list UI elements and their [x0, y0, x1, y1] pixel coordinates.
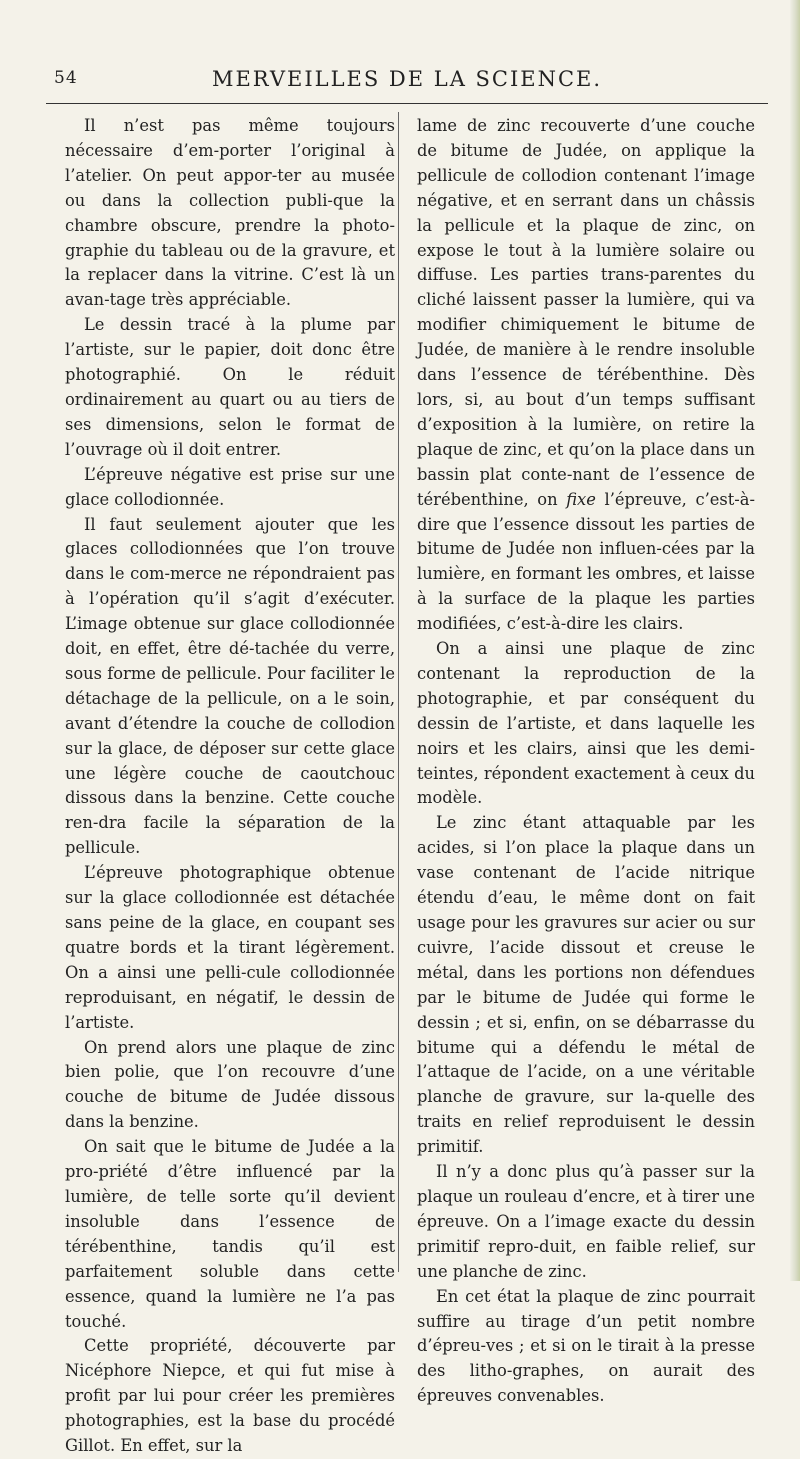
paragraph: Cette propriété, découverte par Nicéphore Niepce, et qui fut mise à profit par lui pour créer les premières photographies, est la base du procédé Gillot. En effet, sur la	[65, 1336, 395, 1456]
paragraph: On prend alors une plaque de zinc bien polie, que l’on recouvre d’une couche de bitume de Judée dissous dans la benzine.	[65, 1037, 395, 1132]
page-edge	[790, 0, 800, 1281]
italic-word: fixe	[566, 489, 596, 509]
paragraph: On sait que le bitume de Judée a la pro-priété d’être influencé par la lumière, de telle sorte qu’il devient insoluble dans l’essence de térébenthine, tandis qu’il est parfaitement soluble dans cette essence, quand la lumière ne l’a pas touché.	[65, 1137, 395, 1331]
paragraph: Il n’y a donc plus qu’à passer sur la plaque un rouleau d’encre, et à tirer une épreuve. On a l’image exacte du dessin primitif repro-duit, en faible relief, sur une planche de zinc.	[417, 1162, 755, 1281]
paragraph: Il faut seulement ajouter que les glaces collodionnées que l’on trouve dans le com-merce ne répondraient pas à l’opération qu’il s’agit d’exécuter. L’image obtenue sur glace collodionnée doit, en effet, être dé-tachée du verre, sous forme de pellicule. Pour faciliter le détachage de la pellicule, on a le soin, avant d’étendre la couche de collodion sur la glace, de déposer sur cette glace une légère couche de caoutchouc dissous dans la benzine. Cette couche ren-dra facile la séparation de la pellicule.	[65, 514, 395, 858]
paragraph: L’épreuve négative est prise sur une glace collodionnée.	[65, 464, 395, 509]
text-run: l’épreuve, c’est-à-dire que l’essence dissout les parties de bitume de Judée non influen-cées par la lumière, en formant les ombres, et laisse à la surface de la plaque les parties modifiées, c’est-à-dire les clairs.	[417, 489, 755, 634]
paragraph: En cet état la plaque de zinc pourrait suffire au tirage d’un petit nombre d’épreu-ves ; et si on le tirait à la presse des litho-graphes, on aurait des épreuves convenables.	[417, 1286, 755, 1406]
text-run: lame de zinc recouverte d’une couche de bitume de Judée, on applique la pellicule de collodion contenant l’image négative, et en serrant dans un châssis la pellicule et la plaque de zinc, on expose le tout à la lumière solaire ou diffuse. Les parties trans-parentes du cliché laissent passer la lumière, qui va modifier chimiquement le bitume de Judée, de manière à le rendre insoluble dans l’essence de térébenthine. Dès lors, si, au bout d’un temps suffisant d’exposition à la lumière, on retire la plaque de zinc, et qu’on la place dans un bassin plat conte-nant de l’essence de térébenthine, on	[417, 116, 755, 509]
paragraph: On a ainsi une plaque de zinc contenant la reproduction de la photographie, et par conséquent du dessin de l’artiste, et dans laquelle les noirs et les clairs, ainsi que les demi-teintes, répondent exactement à ceux du modèle.	[417, 639, 755, 808]
left-column	[65, 114, 395, 1459]
paragraph: Le zinc étant attaquable par les acides, si l’on place la plaque dans un vase contenant de l’acide nitrique étendu d’eau, le même dont on fait usage pour les gravures sur acier ou sur cuivre, l’acide dissout et creuse le métal, dans les portions non défendues par le bitume de Judée qui forme le dessin ; et si, enfin, on se débarrasse du bitume qui a défendu le métal de l’attaque de l’acide, on a une véritable planche de gravure, sur la-quelle des traits en relief reproduisent le dessin primitif.	[417, 813, 755, 1157]
page-header	[46, 68, 768, 104]
column-divider	[398, 112, 399, 1272]
running-title: MERVEILLES DE LA SCIENCE.	[211, 67, 603, 91]
right-column	[417, 114, 755, 1409]
paragraph: Il n’est pas même toujours nécessaire d’em-porter l’original à l’atelier. On peut appor-ter au musée ou dans la collection publi-que la chambre obscure, prendre la photo-graphie du tableau ou de la gravure, et la replacer dans la vitrine. C’est là un avan-tage très appréciable.	[65, 116, 395, 310]
paragraph: L’épreuve photographique obtenue sur la glace collodionnée est détachée sans peine de la glace, en coupant ses quatre bords et la tirant légèrement. On a ainsi une pelli-cule collodionnée reproduisant, en négatif, le dessin de l’artiste.	[65, 863, 395, 1032]
page-number: 54	[54, 68, 78, 88]
header-rule	[46, 103, 768, 104]
paragraph: Le dessin tracé à la plume par l’artiste, sur le papier, doit donc être photographié. On le réduit ordinairement au quart ou au tiers de ses dimensions, selon le format de l’ouvrage où il doit entrer.	[65, 315, 395, 459]
paragraph	[417, 114, 755, 637]
